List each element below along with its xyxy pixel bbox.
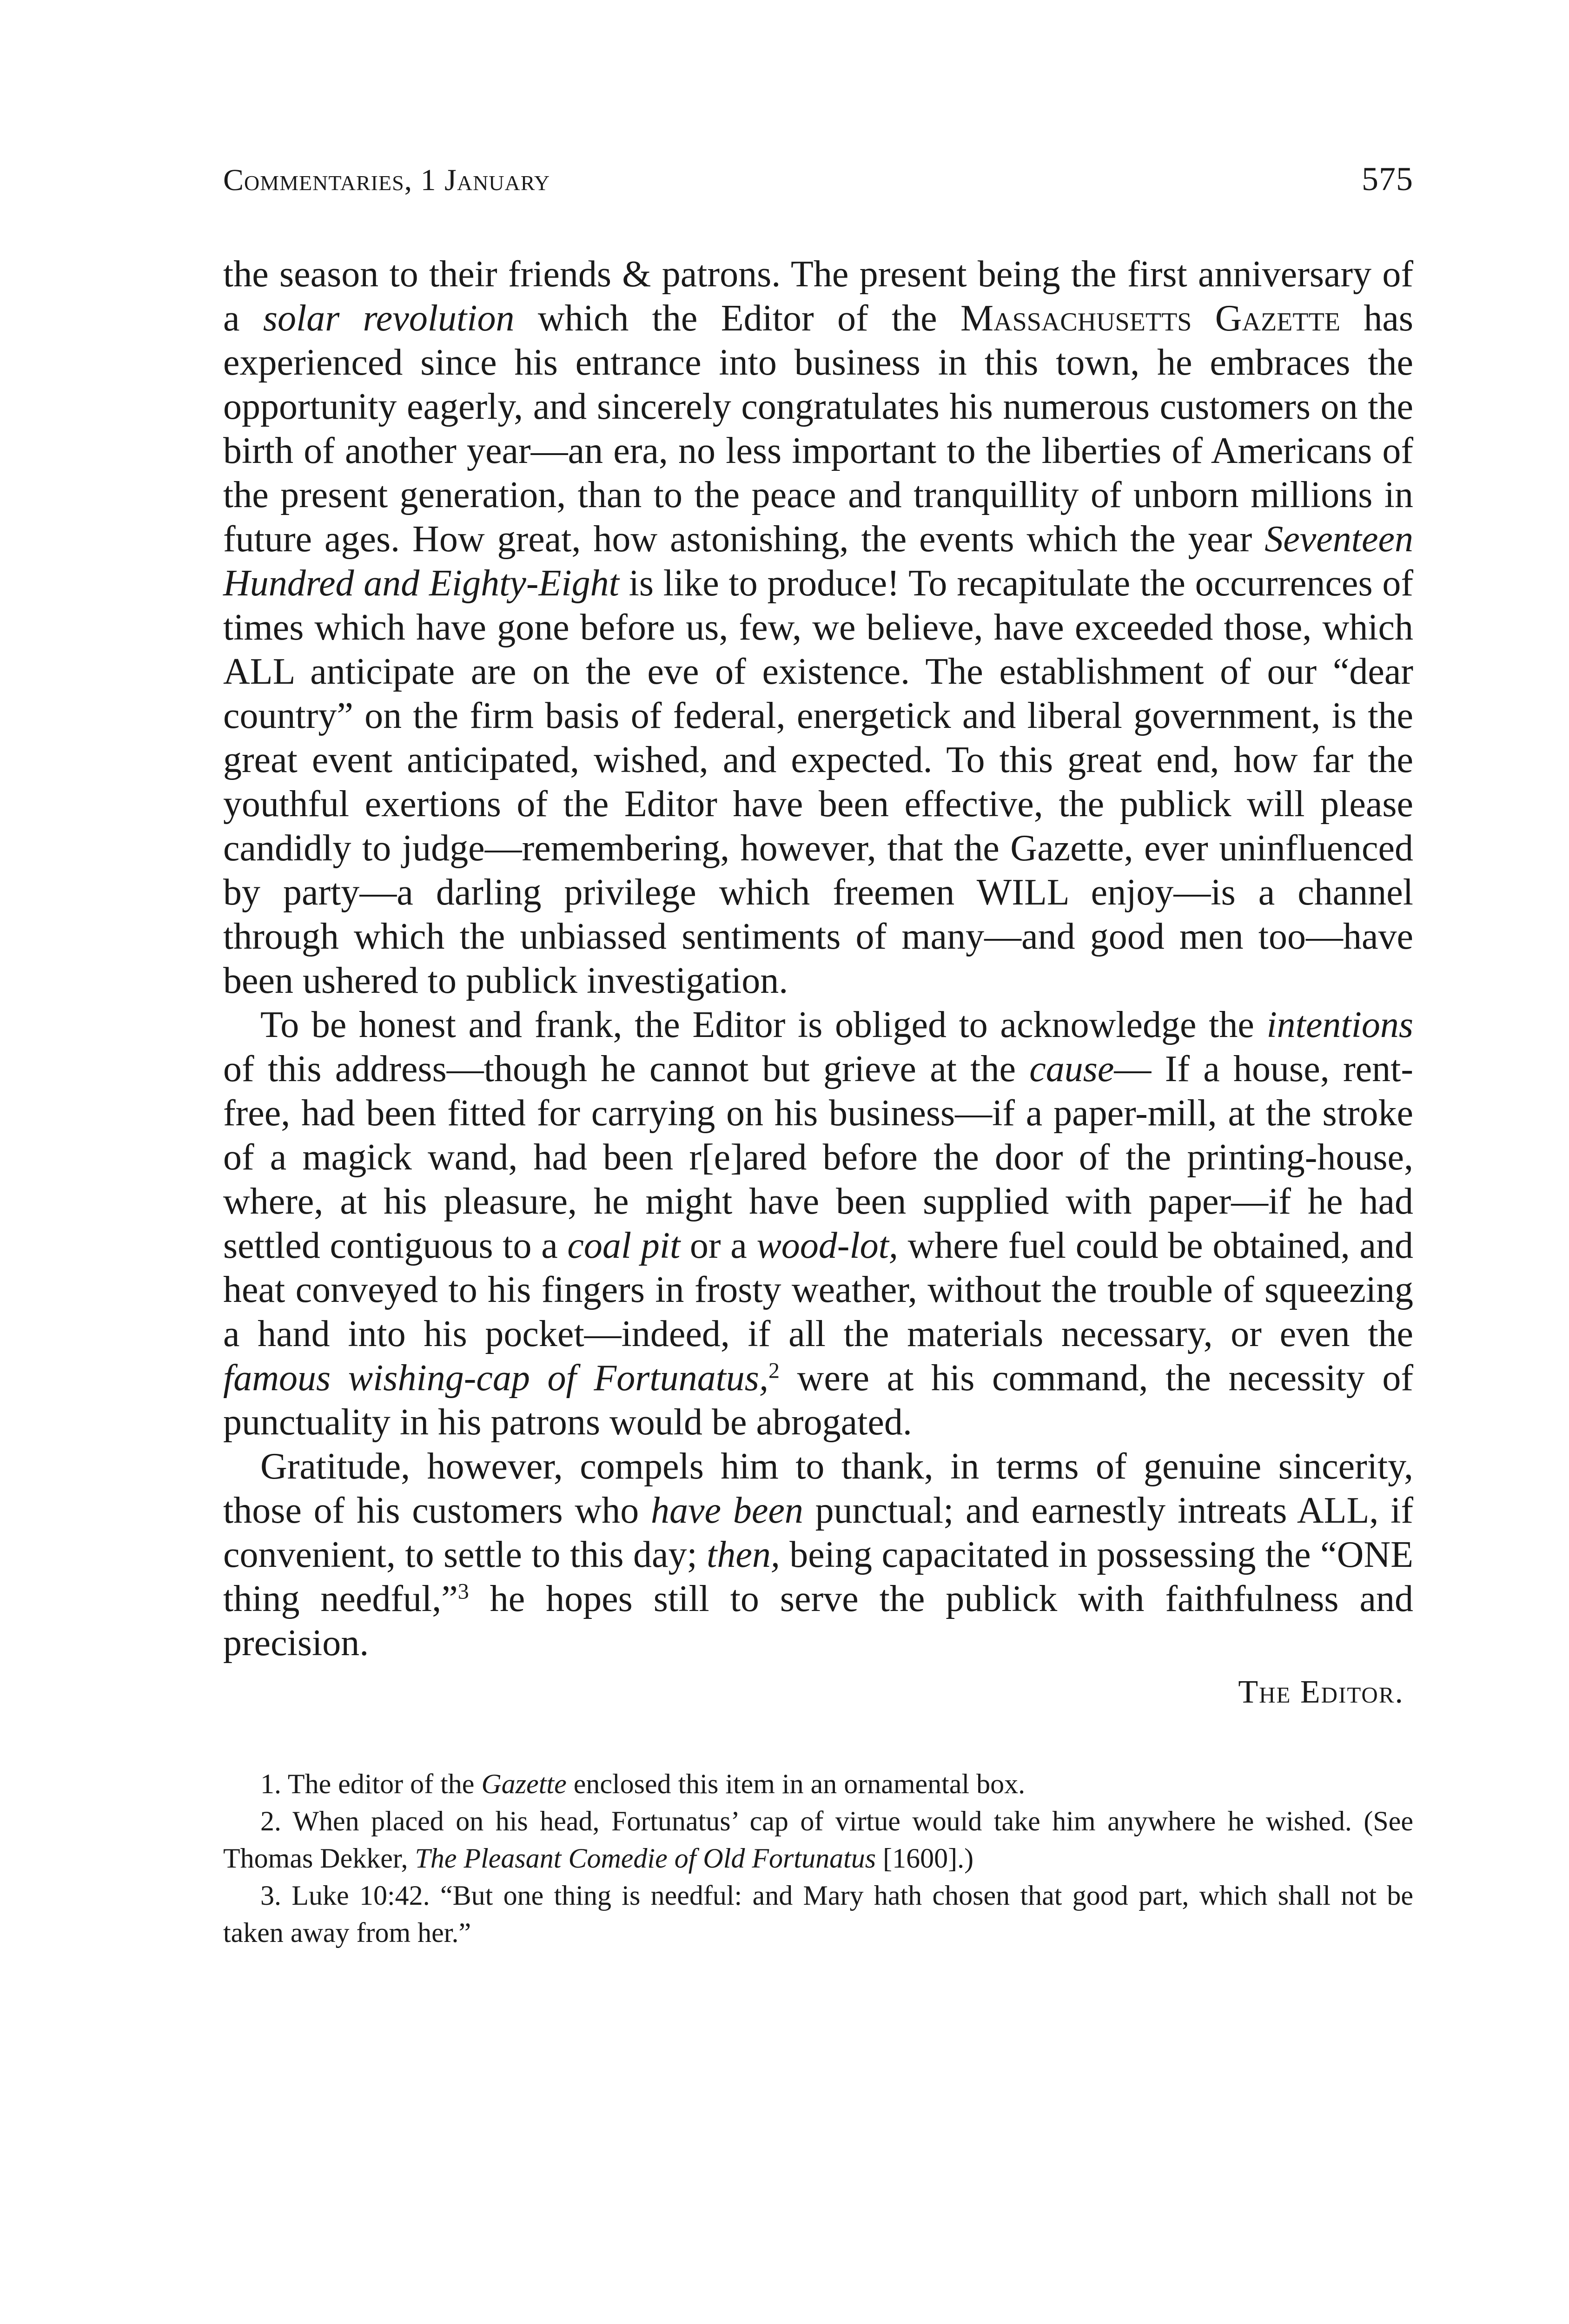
text-segment: solar revolution (263, 298, 515, 339)
text-segment: Gazette (481, 1769, 567, 1799)
text-segment: Gratitude, however, compels him to thank, in terms of genuine sincerity, those of his customers who (223, 1446, 1413, 1531)
text-segment: famous wishing-cap of Fortunatus, (223, 1358, 768, 1399)
paragraph (223, 1003, 1413, 1445)
text-segment: which the Editor of the (514, 298, 960, 339)
document-page (223, 158, 1413, 1951)
running-head (223, 158, 1413, 201)
paragraph (223, 1445, 1413, 1665)
text-segment: or a (680, 1225, 757, 1266)
footnote (223, 1802, 1413, 1877)
text-segment: intentions (1266, 1004, 1413, 1045)
paragraph (223, 252, 1413, 1003)
body-text (223, 252, 1413, 1665)
text-segment: coal pit (567, 1225, 681, 1266)
text-segment: were at his command, the necessity of punctuality in his patrons would be abrogated. (223, 1358, 1414, 1443)
signature: The Editor. (1238, 1674, 1404, 1710)
running-head-title: Commentaries, 1 January (223, 163, 550, 197)
page-number: 575 (1362, 160, 1413, 198)
text-segment: 1. The editor of the (260, 1769, 482, 1799)
text-segment: have been (651, 1490, 803, 1531)
text-segment: is like to produce! To recapitulate the occurrences of times which have gone before us, few, we believe, have exceeded those, which ALL anticipate are on the eve of existence. The establishment of our “dear country” on the firm basis of federal, energetick and liberal government, is the great event anticipated, wished, and expected. To this great end, how far the youthful exertions of the Editor have been effective, the publick will please candidly to judge—remembering, however, that the Gazette, ever uninfluenced by party—a darling privilege which freemen WILL enjoy—is a channel through which the unbiassed sentiments of many—and good men too—have been ushered to publick investigation. (223, 563, 1414, 1001)
text-segment: then, (707, 1534, 780, 1575)
text-segment: enclosed this item in an ornamental box. (566, 1769, 1026, 1799)
text-segment: — If a house, rent-free, had been fitted for carrying on his business—if a paper-mill, at the stroke of a magick wand, had been r[e]ared before the door of the printing-house, where, at his pleasure, he might have been supplied with paper—if he had settled contiguous to a (223, 1049, 1414, 1266)
footnotes (223, 1765, 1413, 1951)
footnote (223, 1877, 1413, 1951)
text-segment: The Pleasant Comedie of Old Fortunatus (415, 1843, 876, 1874)
text-segment: 2. When placed on his head, Fortunatus’ cap of virtue would take him anywhere he wished. (See Thomas Dekker, (223, 1806, 1413, 1874)
text-segment: being capacitated in possessing the “ONE thing needful,” (223, 1534, 1414, 1619)
text-segment: he hopes still to serve the publick with faithfulness and precision. (223, 1578, 1414, 1664)
text-segment: Seventeen Hundred and Eighty-Eight (223, 519, 1413, 604)
text-segment: cause (1029, 1049, 1114, 1089)
text-segment: wood-lot, (756, 1225, 898, 1266)
text-segment: has experienced since his entrance into business in this town, he embraces the opportunity eagerly, and sincerely congratulates his numerous customers on the birth of another year—an era, no less important to the liberties of Americans of the present generation, than to the peace and tranquillity of unborn millions in future ages. How great, how astonishing, the events which the year (223, 298, 1413, 560)
text-segment: the season to their friends & patrons. The present being the first anniversary of a (223, 254, 1413, 339)
text-segment: punctual; and earnestly intreats ALL, if convenient, to settle to this day; (223, 1490, 1413, 1575)
footnote-ref: 3 (457, 1579, 469, 1604)
text-segment: Massachusetts Gazette (960, 298, 1341, 339)
text-segment: 3. Luke 10:42. “But one thing is needful: and Mary hath chosen that good part, which shall not be taken away from her.” (223, 1880, 1413, 1948)
text-segment: To be honest and frank, the Editor is obliged to acknowledge the (260, 1004, 1267, 1045)
text-segment: [1600].) (876, 1843, 974, 1874)
text-segment: of this address—though he cannot but grieve at the (223, 1049, 1030, 1089)
footnote (223, 1765, 1413, 1802)
text-segment: where fuel could be obtained, and heat conveyed to his fingers in frosty weather, without the trouble of squeezing a hand into his pocket—indeed, if all the materials necessary, or even the (223, 1225, 1413, 1354)
footnote-ref: 2 (768, 1358, 780, 1383)
